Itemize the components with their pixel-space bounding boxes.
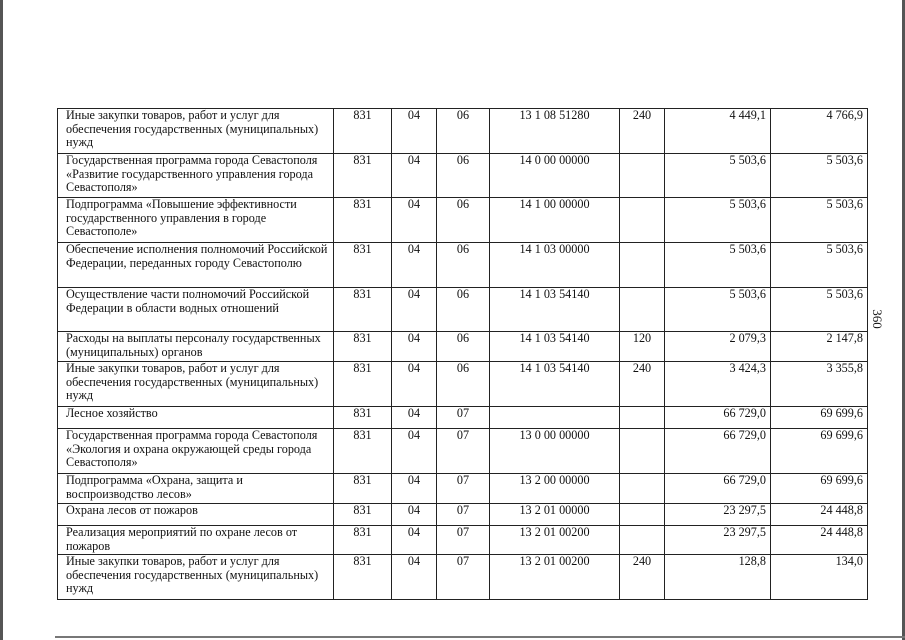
ministry-code-cell: 831 bbox=[334, 109, 392, 154]
ministry-code-cell: 831 bbox=[334, 198, 392, 243]
table-row bbox=[58, 504, 868, 526]
amount-first-year-cell: 5 503,6 bbox=[665, 243, 771, 288]
amount-second-year-cell: 5 503,6 bbox=[771, 243, 868, 288]
subsection-code-cell: 07 bbox=[437, 407, 490, 429]
section-code-cell: 04 bbox=[392, 243, 437, 288]
budget-table bbox=[57, 108, 868, 600]
section-code-cell: 04 bbox=[392, 504, 437, 526]
section-code-cell: 04 bbox=[392, 288, 437, 332]
target-article-cell: 13 2 00 00000 bbox=[490, 474, 620, 504]
amount-first-year-cell: 23 297,5 bbox=[665, 504, 771, 526]
expense-type-cell bbox=[620, 526, 665, 555]
amount-second-year-cell: 69 699,6 bbox=[771, 407, 868, 429]
row-name-cell: Подпрограмма «Повышение эффективности государственного управления в городе Севастополе» bbox=[58, 198, 334, 243]
table-row bbox=[58, 407, 868, 429]
table-row bbox=[58, 243, 868, 288]
subsection-code-cell: 07 bbox=[437, 474, 490, 504]
section-code-cell: 04 bbox=[392, 362, 437, 407]
row-name-cell: Государственная программа города Севастополя «Экология и охрана окружающей среды города Севастополя» bbox=[58, 429, 334, 474]
target-article-cell: 13 2 01 00200 bbox=[490, 526, 620, 555]
amount-first-year-cell: 66 729,0 bbox=[665, 474, 771, 504]
row-name-cell: Подпрограмма «Охрана, защита и воспроизводство лесов» bbox=[58, 474, 334, 504]
expense-type-cell bbox=[620, 474, 665, 504]
amount-first-year-cell: 2 079,3 bbox=[665, 332, 771, 362]
expense-type-cell bbox=[620, 407, 665, 429]
target-article-cell: 13 1 08 51280 bbox=[490, 109, 620, 154]
target-article-cell: 13 2 01 00200 bbox=[490, 555, 620, 600]
section-code-cell: 04 bbox=[392, 555, 437, 600]
amount-first-year-cell: 128,8 bbox=[665, 555, 771, 600]
ministry-code-cell: 831 bbox=[334, 154, 392, 198]
subsection-code-cell: 06 bbox=[437, 332, 490, 362]
row-name-cell: Иные закупки товаров, работ и услуг для обеспечения государственных (муниципальных) нужд bbox=[58, 362, 334, 407]
row-name-cell: Охрана лесов от пожаров bbox=[58, 504, 334, 526]
section-code-cell: 04 bbox=[392, 332, 437, 362]
row-name-cell: Реализация мероприятий по охране лесов от пожаров bbox=[58, 526, 334, 555]
page-number: 360 bbox=[870, 309, 885, 329]
target-article-cell: 13 2 01 00000 bbox=[490, 504, 620, 526]
amount-first-year-cell: 5 503,6 bbox=[665, 288, 771, 332]
amount-second-year-cell: 24 448,8 bbox=[771, 526, 868, 555]
target-article-cell: 14 1 03 00000 bbox=[490, 243, 620, 288]
subsection-code-cell: 07 bbox=[437, 504, 490, 526]
amount-first-year-cell: 5 503,6 bbox=[665, 154, 771, 198]
subsection-code-cell: 06 bbox=[437, 198, 490, 243]
amount-second-year-cell: 5 503,6 bbox=[771, 288, 868, 332]
scan-edge-left bbox=[0, 0, 3, 640]
table-row bbox=[58, 555, 868, 600]
expense-type-cell: 240 bbox=[620, 362, 665, 407]
subsection-code-cell: 07 bbox=[437, 526, 490, 555]
table-row bbox=[58, 474, 868, 504]
ministry-code-cell: 831 bbox=[334, 362, 392, 407]
amount-second-year-cell: 3 355,8 bbox=[771, 362, 868, 407]
amount-second-year-cell: 134,0 bbox=[771, 555, 868, 600]
ministry-code-cell: 831 bbox=[334, 555, 392, 600]
ministry-code-cell: 831 bbox=[334, 332, 392, 362]
subsection-code-cell: 06 bbox=[437, 243, 490, 288]
target-article-cell: 14 1 03 54140 bbox=[490, 332, 620, 362]
scan-edge-bottom bbox=[55, 636, 905, 638]
target-article-cell: 14 1 03 54140 bbox=[490, 362, 620, 407]
ministry-code-cell: 831 bbox=[334, 474, 392, 504]
table-row bbox=[58, 109, 868, 154]
ministry-code-cell: 831 bbox=[334, 526, 392, 555]
expense-type-cell: 240 bbox=[620, 109, 665, 154]
row-name-cell: Расходы на выплаты персоналу государственных (муниципальных) органов bbox=[58, 332, 334, 362]
target-article-cell: 14 1 03 54140 bbox=[490, 288, 620, 332]
row-name-cell: Лесное хозяйство bbox=[58, 407, 334, 429]
table-row bbox=[58, 154, 868, 198]
table-row bbox=[58, 332, 868, 362]
section-code-cell: 04 bbox=[392, 407, 437, 429]
amount-second-year-cell: 24 448,8 bbox=[771, 504, 868, 526]
ministry-code-cell: 831 bbox=[334, 288, 392, 332]
ministry-code-cell: 831 bbox=[334, 504, 392, 526]
subsection-code-cell: 06 bbox=[437, 362, 490, 407]
ministry-code-cell: 831 bbox=[334, 429, 392, 474]
expense-type-cell: 240 bbox=[620, 555, 665, 600]
expense-type-cell: 120 bbox=[620, 332, 665, 362]
amount-second-year-cell: 69 699,6 bbox=[771, 429, 868, 474]
row-name-cell: Иные закупки товаров, работ и услуг для обеспечения государственных (муниципальных) нужд bbox=[58, 555, 334, 600]
amount-second-year-cell: 5 503,6 bbox=[771, 198, 868, 243]
expense-type-cell bbox=[620, 154, 665, 198]
section-code-cell: 04 bbox=[392, 474, 437, 504]
amount-first-year-cell: 66 729,0 bbox=[665, 407, 771, 429]
subsection-code-cell: 06 bbox=[437, 109, 490, 154]
row-name-cell: Обеспечение исполнения полномочий Российской Федерации, переданных городу Севастополю bbox=[58, 243, 334, 288]
amount-first-year-cell: 5 503,6 bbox=[665, 198, 771, 243]
table-row bbox=[58, 198, 868, 243]
target-article-cell bbox=[490, 407, 620, 429]
table-row bbox=[58, 526, 868, 555]
amount-first-year-cell: 23 297,5 bbox=[665, 526, 771, 555]
amount-first-year-cell: 4 449,1 bbox=[665, 109, 771, 154]
section-code-cell: 04 bbox=[392, 429, 437, 474]
amount-second-year-cell: 5 503,6 bbox=[771, 154, 868, 198]
target-article-cell: 13 0 00 00000 bbox=[490, 429, 620, 474]
row-name-cell: Иные закупки товаров, работ и услуг для обеспечения государственных (муниципальных) нужд bbox=[58, 109, 334, 154]
section-code-cell: 04 bbox=[392, 154, 437, 198]
table-body bbox=[58, 109, 868, 600]
expense-type-cell bbox=[620, 288, 665, 332]
row-name-cell: Государственная программа города Севастополя «Развитие государственного управления города Севастополя» bbox=[58, 154, 334, 198]
amount-second-year-cell: 2 147,8 bbox=[771, 332, 868, 362]
subsection-code-cell: 06 bbox=[437, 154, 490, 198]
target-article-cell: 14 0 00 00000 bbox=[490, 154, 620, 198]
target-article-cell: 14 1 00 00000 bbox=[490, 198, 620, 243]
subsection-code-cell: 07 bbox=[437, 429, 490, 474]
ministry-code-cell: 831 bbox=[334, 243, 392, 288]
table-row bbox=[58, 429, 868, 474]
expense-type-cell bbox=[620, 198, 665, 243]
table-row bbox=[58, 362, 868, 407]
expense-type-cell bbox=[620, 429, 665, 474]
section-code-cell: 04 bbox=[392, 198, 437, 243]
amount-second-year-cell: 69 699,6 bbox=[771, 474, 868, 504]
amount-second-year-cell: 4 766,9 bbox=[771, 109, 868, 154]
expense-type-cell bbox=[620, 504, 665, 526]
ministry-code-cell: 831 bbox=[334, 407, 392, 429]
expense-type-cell bbox=[620, 243, 665, 288]
subsection-code-cell: 06 bbox=[437, 288, 490, 332]
amount-first-year-cell: 3 424,3 bbox=[665, 362, 771, 407]
amount-first-year-cell: 66 729,0 bbox=[665, 429, 771, 474]
table-row bbox=[58, 288, 868, 332]
section-code-cell: 04 bbox=[392, 109, 437, 154]
row-name-cell: Осуществление части полномочий Российской Федерации в области водных отношений bbox=[58, 288, 334, 332]
section-code-cell: 04 bbox=[392, 526, 437, 555]
subsection-code-cell: 07 bbox=[437, 555, 490, 600]
